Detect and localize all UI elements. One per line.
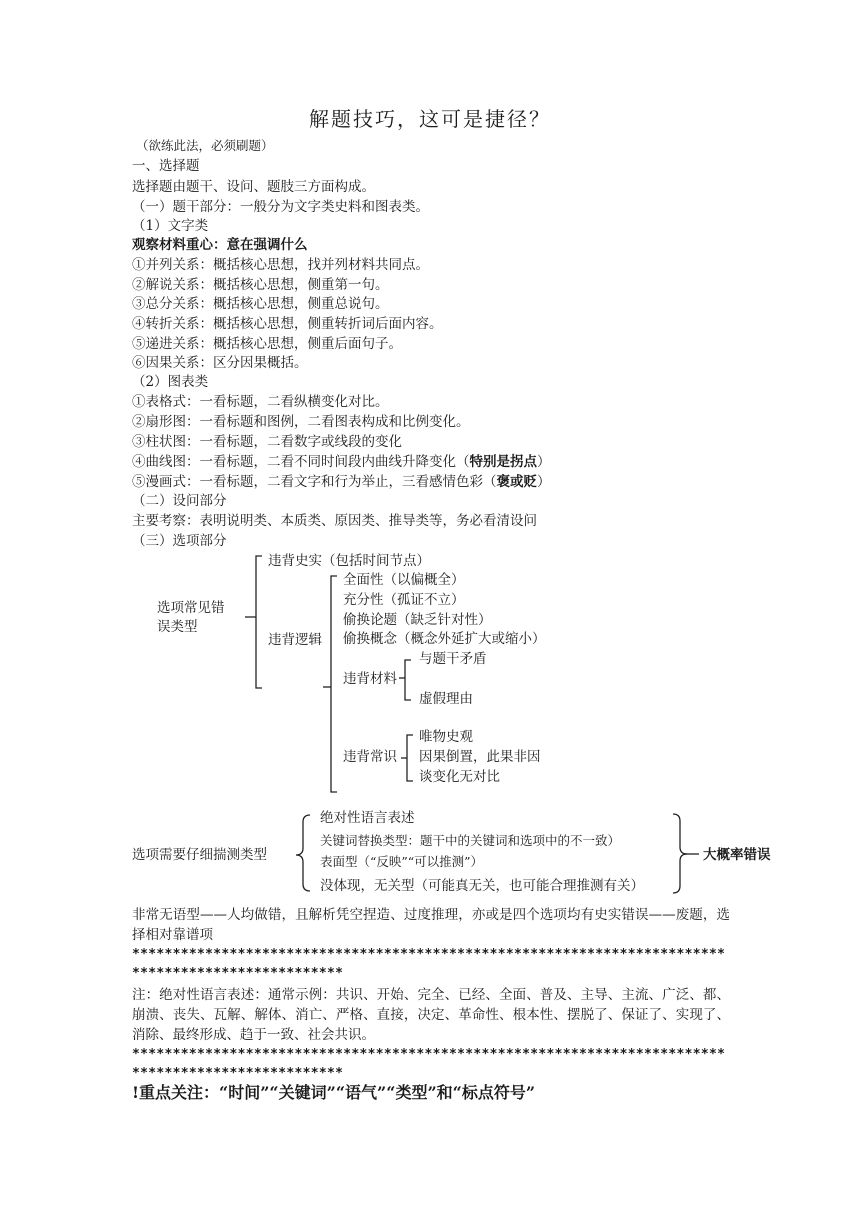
careful-label: 选项需要仔细揣测类型	[132, 847, 267, 863]
tree-root-label: 误类型	[157, 619, 198, 635]
observe-heading: 观察材料重心：意在强调什么	[132, 237, 308, 253]
careful-item: 表面型（“反映”“可以推测”）	[320, 854, 484, 869]
part-question-text: 主要考察：表明说明类、本质类、原因类、推导类等，务必看清设问	[132, 513, 537, 529]
logic-item: 偷换概念（概念外延扩大或缩小）	[343, 631, 546, 647]
sub-text-heading: （1）文字类	[132, 218, 209, 234]
careful-item: 绝对性语言表述	[320, 810, 415, 826]
focus-heading: !重点关注：“时间”“关键词”“语气”“类型”和“标点符号”	[132, 1083, 536, 1102]
intro-line: 选择题由题干、设问、题肢三方面构成。	[132, 179, 375, 195]
text-item: ⑤递进关系：概括核心思想，侧重后面句子。	[132, 336, 402, 352]
part-options-heading: （三）选项部分	[132, 533, 227, 549]
subtitle: （欲练此法，必须刷题）	[136, 138, 274, 153]
chart-item-emphasis: 褒或贬	[496, 474, 537, 490]
sub-chart-heading: （2）图表类	[132, 374, 209, 390]
chart-item-tail: ）	[537, 454, 551, 470]
tree-root-label: 选项常见错	[157, 600, 225, 616]
logic-item: 全面性（以偏概全）	[343, 572, 465, 588]
careful-item: 关键词替换类型：题干中的关键词和选项中的不一致）	[320, 833, 621, 848]
separator-stars: ***************************************************************************************************	[132, 947, 726, 981]
text-item: ①并列关系：概括核心思想，找并列材料共同点。	[132, 257, 429, 273]
text-item: ⑥因果关系：区分因果概括。	[132, 355, 308, 371]
common-item: 因果倒置，此果非因	[419, 749, 541, 765]
tree-branch-logic: 违背逻辑	[268, 632, 322, 648]
careful-result: 大概率错误	[703, 847, 771, 863]
chart-item-tail: ）	[537, 474, 551, 490]
part-stem-heading: （一）题干部分：一般分为文字类史料和图表类。	[132, 199, 429, 215]
text-item: ③总分关系：概括核心思想，侧重总说句。	[132, 296, 389, 312]
material-item: 虚假理由	[419, 691, 473, 707]
chart-item: ③柱状图：一看标题，二看数字或线段的变化	[132, 434, 402, 450]
separator-stars: ***************************************************************************************************	[132, 1047, 726, 1081]
chart-item: ①表格式：一看标题，二看纵横变化对比。	[132, 394, 389, 410]
common-item: 唯物史观	[419, 729, 473, 745]
tree-common-label: 违背常识	[343, 749, 397, 765]
tree-branch-history: 违背史实（包括时间节点）	[268, 553, 430, 569]
logic-item: 偷换论题（缺乏针对性）	[343, 612, 492, 628]
logic-item: 充分性（孤证不立）	[343, 592, 465, 608]
chart-item	[132, 472, 551, 492]
chart-item-text: ④曲线图：一看标题，二看不同时间段内曲线升降变化（	[132, 454, 470, 470]
page-title: 解题技巧，这可是捷径？	[309, 107, 551, 131]
section-heading-choice: 一、选择题	[132, 158, 200, 174]
note-paragraph: 注：绝对性语言表述：通常示例：共识、开始、完全、已经、全面、普及、主导、主流、广泛、都、崩溃、丧失、瓦解、解体、消亡、严格、直接，决定、革命性、根本性、摆脱了、保证了、实现了、消除、最终形成、趋于一致、社会共识。	[132, 987, 730, 1043]
tree-material-label: 违背材料	[343, 671, 397, 687]
chart-item-emphasis: 特别是拐点	[469, 454, 537, 470]
nonsense-paragraph: 非常无语型——人均做错，且解析凭空捏造、过度推理，亦或是四个选项均有史实错误——废题，选择相对靠谱项	[132, 907, 730, 943]
text-item: ④转折关系：概括核心思想，侧重转折词后面内容。	[132, 316, 443, 332]
material-item: 与题干矛盾	[419, 651, 487, 667]
chart-item-text: ⑤漫画式：一看标题，二看文字和行为举止，三看感情色彩（	[132, 474, 497, 490]
part-question-heading: （二）设问部分	[132, 493, 227, 509]
chart-item	[132, 452, 551, 472]
common-item: 谈变化无对比	[419, 769, 500, 785]
chart-item: ②扇形图：一看标题和图例，二看图表构成和比例变化。	[132, 414, 470, 430]
careful-item: 没体现，无关型（可能真无关，也可能合理推测有关）	[320, 878, 644, 894]
text-item: ②解说关系：概括核心思想，侧重第一句。	[132, 277, 389, 293]
